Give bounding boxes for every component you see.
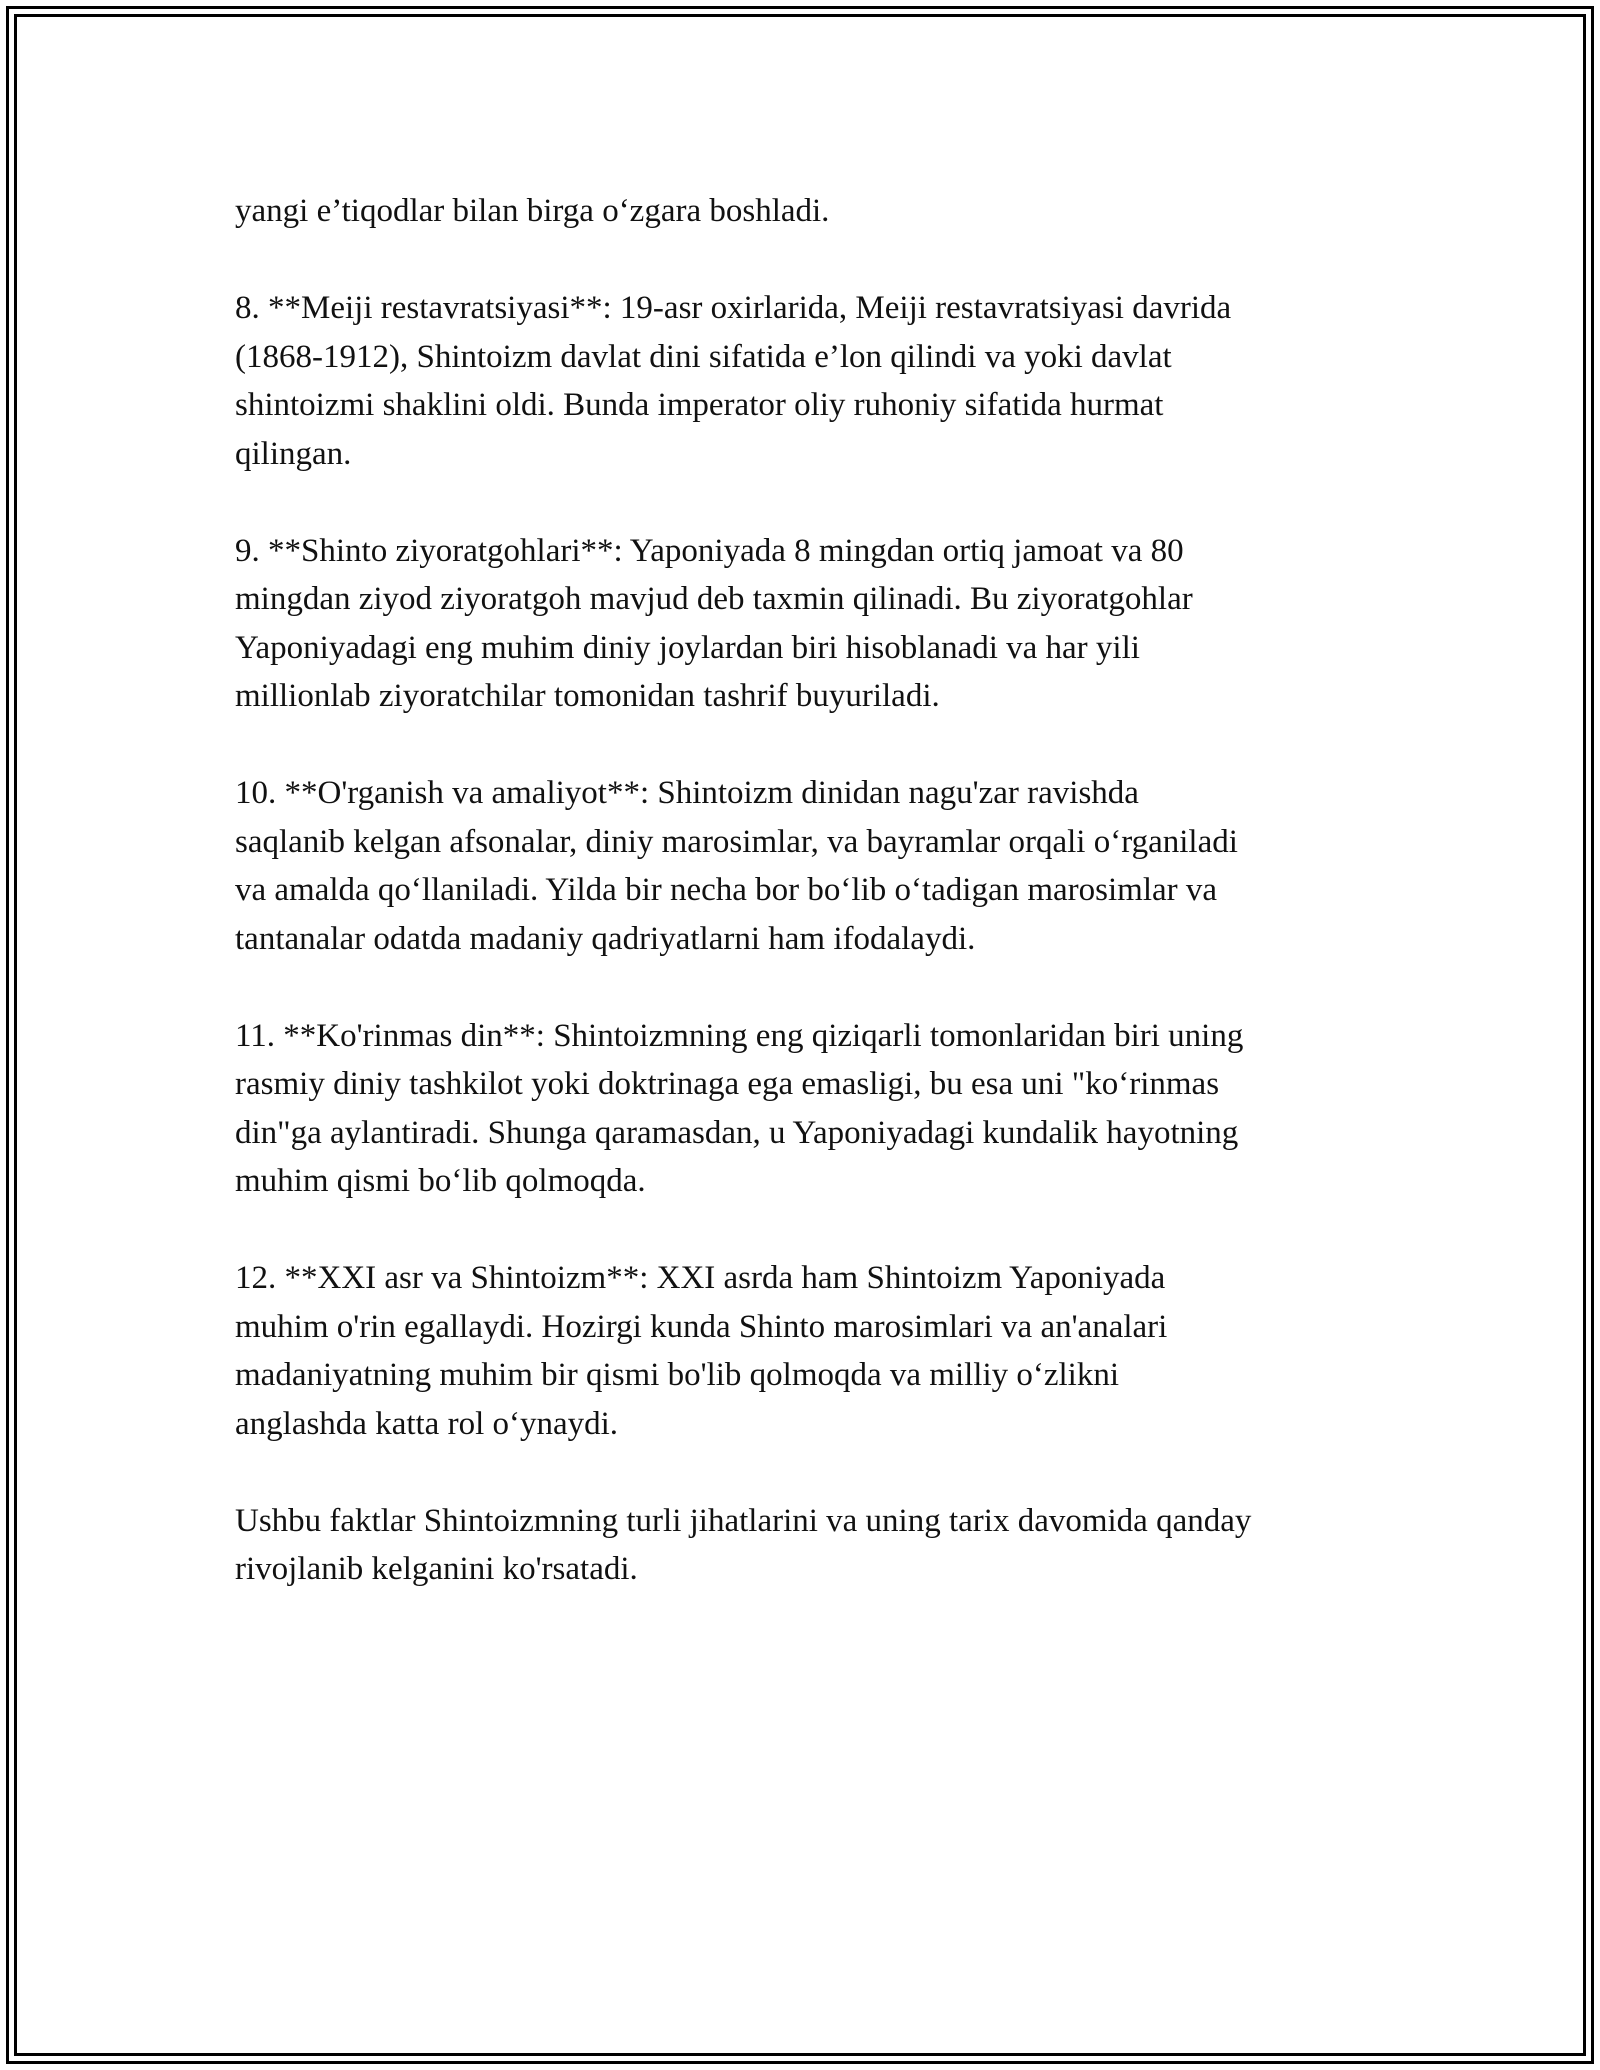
paragraph-meiji-restoration: 8. **Meiji restavratsiyasi**: 19-asr oxirlarida, Meiji restavratsiyasi davrida (1868-1912), Shintoizm davlat dini sifatida e’lon qilindi va yoki davlat shintoizmi shaklini oldi. Bunda imperator oliy ruhoniy sifatida hurmat qilingan.	[235, 290, 1232, 472]
paragraph-shinto-shrines: 9. **Shinto ziyoratgohlari**: Yaponiyada 8 mingdan ortiq jamoat va 80 mingdan ziyod ziyoratgoh mavjud deb taxmin qilinadi. Bu ziyoratgohlar Yaponiyadagi eng muhim diniy joylardan biri hisoblanadi va har yili millionlab ziyoratchilar tomonidan tashrif buyuriladi.	[235, 532, 1193, 714]
paragraph-invisible-religion: 11. **Ko'rinmas din**: Shintoizmning eng qiziqarli tomonlaridan biri uning rasmiy diniy tashkilot yoki doktrinaga ega emasligi, bu esa uni "ko‘rinmas din"ga aylantiradi. Shunga qaramasdan, u Yaponiyadagi kundalik hayotning muhim qismi bo‘lib qolmoqda.	[235, 1017, 1244, 1199]
paragraph-learning-practice: 10. **O'rganish va amaliyot**: Shintoizm dinidan nagu'zar ravishda saqlanib kelgan afsonalar, diniy marosimlar, va bayramlar orqali o‘rganiladi va amalda qo‘llaniladi. Yilda bir necha bor bo‘lib o‘tadigan marosimlar va tantanalar odatda madaniy qadriyatlarni ham ifodalaydi.	[235, 775, 1238, 957]
paragraph-conclusion: Ushbu faktlar Shintoizmning turli jihatlarini va uning tarix davomida qanday rivojlanib kelganini ko'rsatadi.	[235, 1502, 1252, 1587]
paragraph-continuation: yangi e’tiqodlar bilan birga o‘zgara boshladi.	[235, 193, 830, 229]
document-body	[235, 187, 1375, 1642]
paragraph-21st-century: 12. **XXI asr va Shintoizm**: XXI asrda ham Shintoizm Yaponiyada muhim o'rin egallaydi. Hozirgi kunda Shinto marosimlari va an'analari madaniyatning muhim bir qismi bo'lib qolmoqda va milliy o‘zlikni anglashda katta rol o‘ynaydi.	[235, 1260, 1168, 1442]
